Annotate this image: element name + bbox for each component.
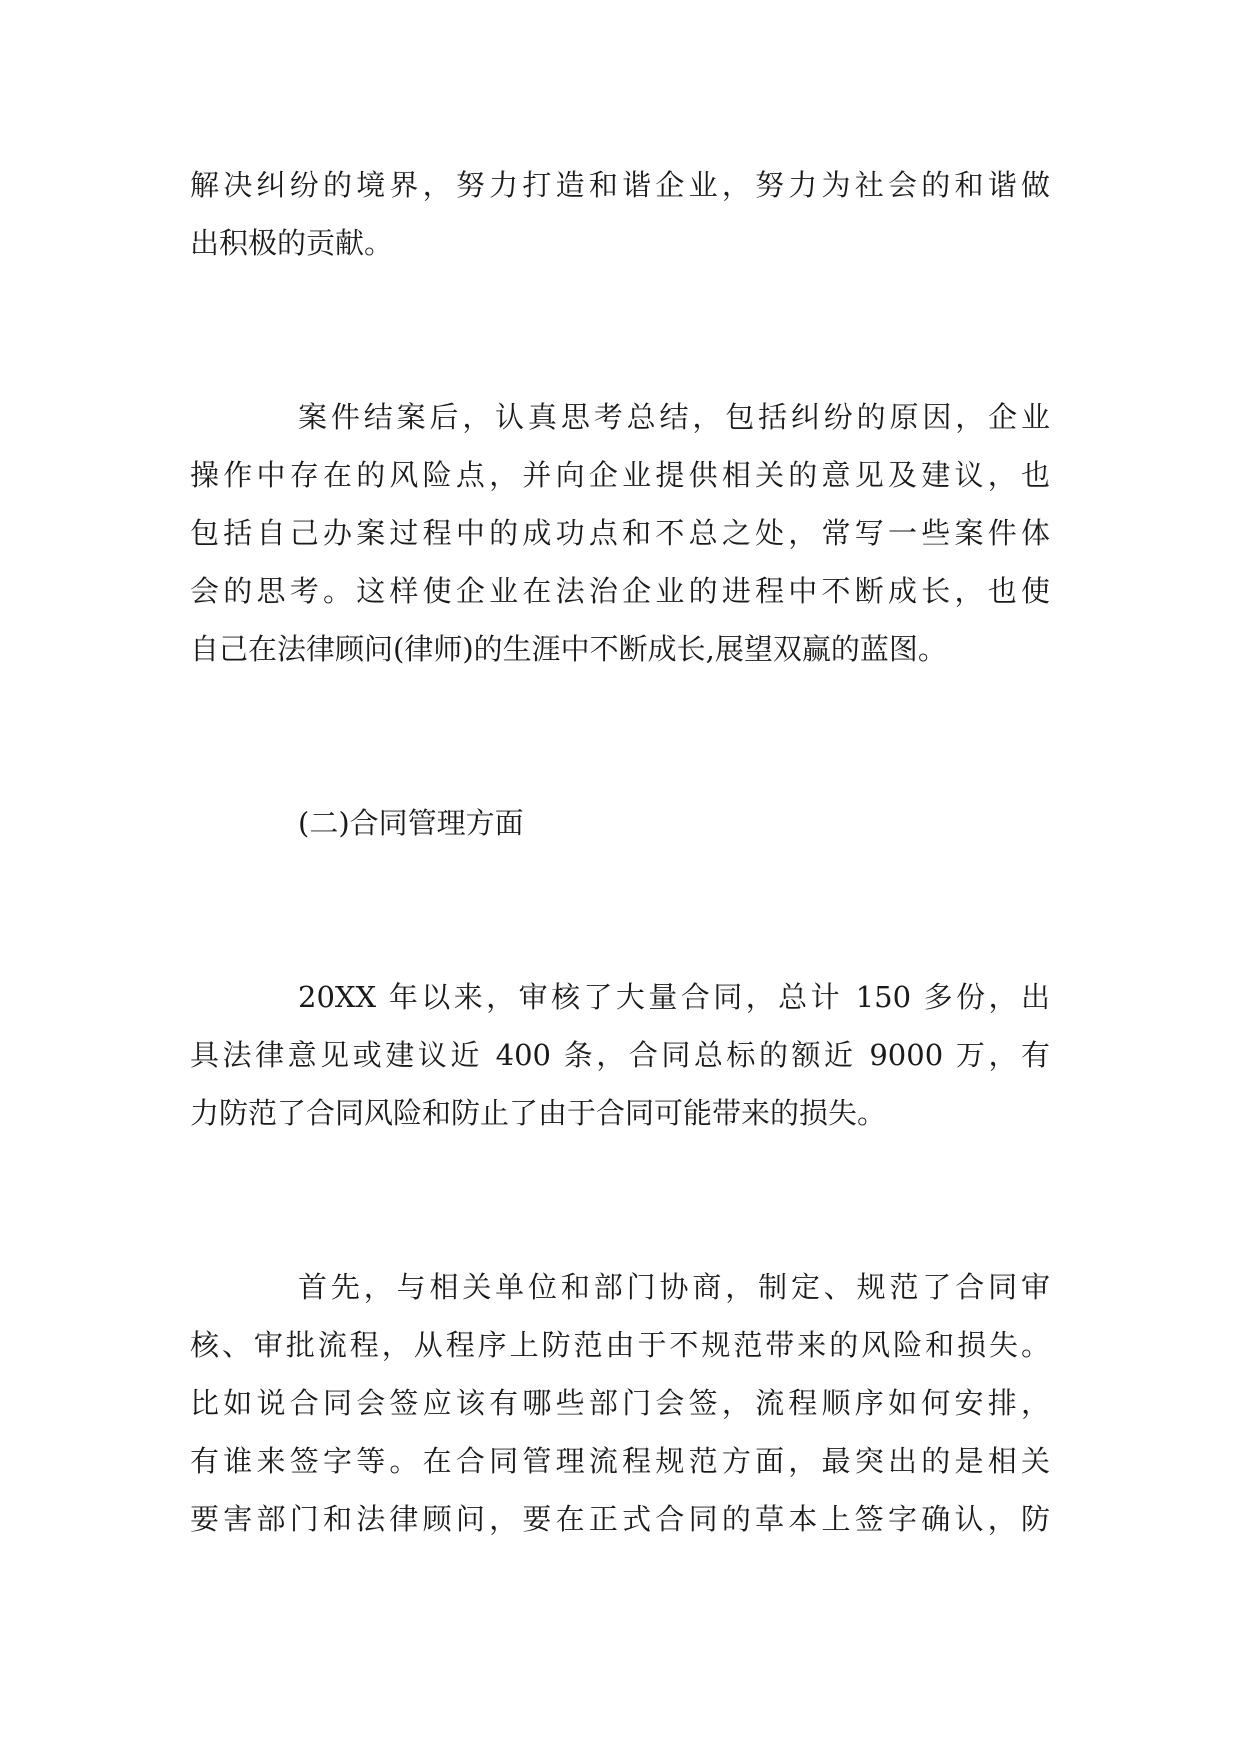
paragraph-line: 出积极的贡献。 bbox=[190, 226, 394, 260]
paragraph-line: 自己在法律顾问(律师)的生涯中不断成长,展望双赢的蓝图。 bbox=[190, 632, 947, 666]
paragraph-line: 比如说合同会签应该有哪些部门会签，流程顺序如何安排， bbox=[190, 1386, 1050, 1420]
paragraph-line: 解决纠纷的境界，努力打造和谐企业，努力为社会的和谐做 bbox=[190, 168, 1050, 202]
section-heading: (二)合同管理方面 bbox=[298, 806, 524, 840]
paragraph-line: 操作中存在的风险点，并向企业提供相关的意见及建议，也 bbox=[190, 458, 1050, 492]
paragraph-line: 包括自己办案过程中的成功点和不总之处，常写一些案件体 bbox=[190, 516, 1050, 550]
paragraph-line: 要害部门和法律顾问，要在正式合同的草本上签字确认，防 bbox=[190, 1502, 1050, 1536]
paragraph-line: 案件结案后，认真思考总结，包括纠纷的原因，企业 bbox=[298, 400, 1050, 434]
paragraph-line: 核、审批流程，从程序上防范由于不规范带来的风险和损失。 bbox=[190, 1328, 1050, 1362]
paragraph-line: 有谁来签字等。在合同管理流程规范方面，最突出的是相关 bbox=[190, 1444, 1050, 1478]
paragraph-line: 具法律意见或建议近 400 条，合同总标的额近 9000 万，有 bbox=[190, 1038, 1050, 1072]
paragraph-line: 20XX 年以来，审核了大量合同，总计 150 多份，出 bbox=[298, 980, 1050, 1014]
paragraph-line: 首先，与相关单位和部门协商，制定、规范了合同审 bbox=[298, 1270, 1050, 1304]
paragraph-line: 力防范了合同风险和防止了由于合同可能带来的损失。 bbox=[190, 1096, 887, 1130]
paragraph-line: 会的思考。这样使企业在法治企业的进程中不断成长，也使 bbox=[190, 574, 1050, 608]
